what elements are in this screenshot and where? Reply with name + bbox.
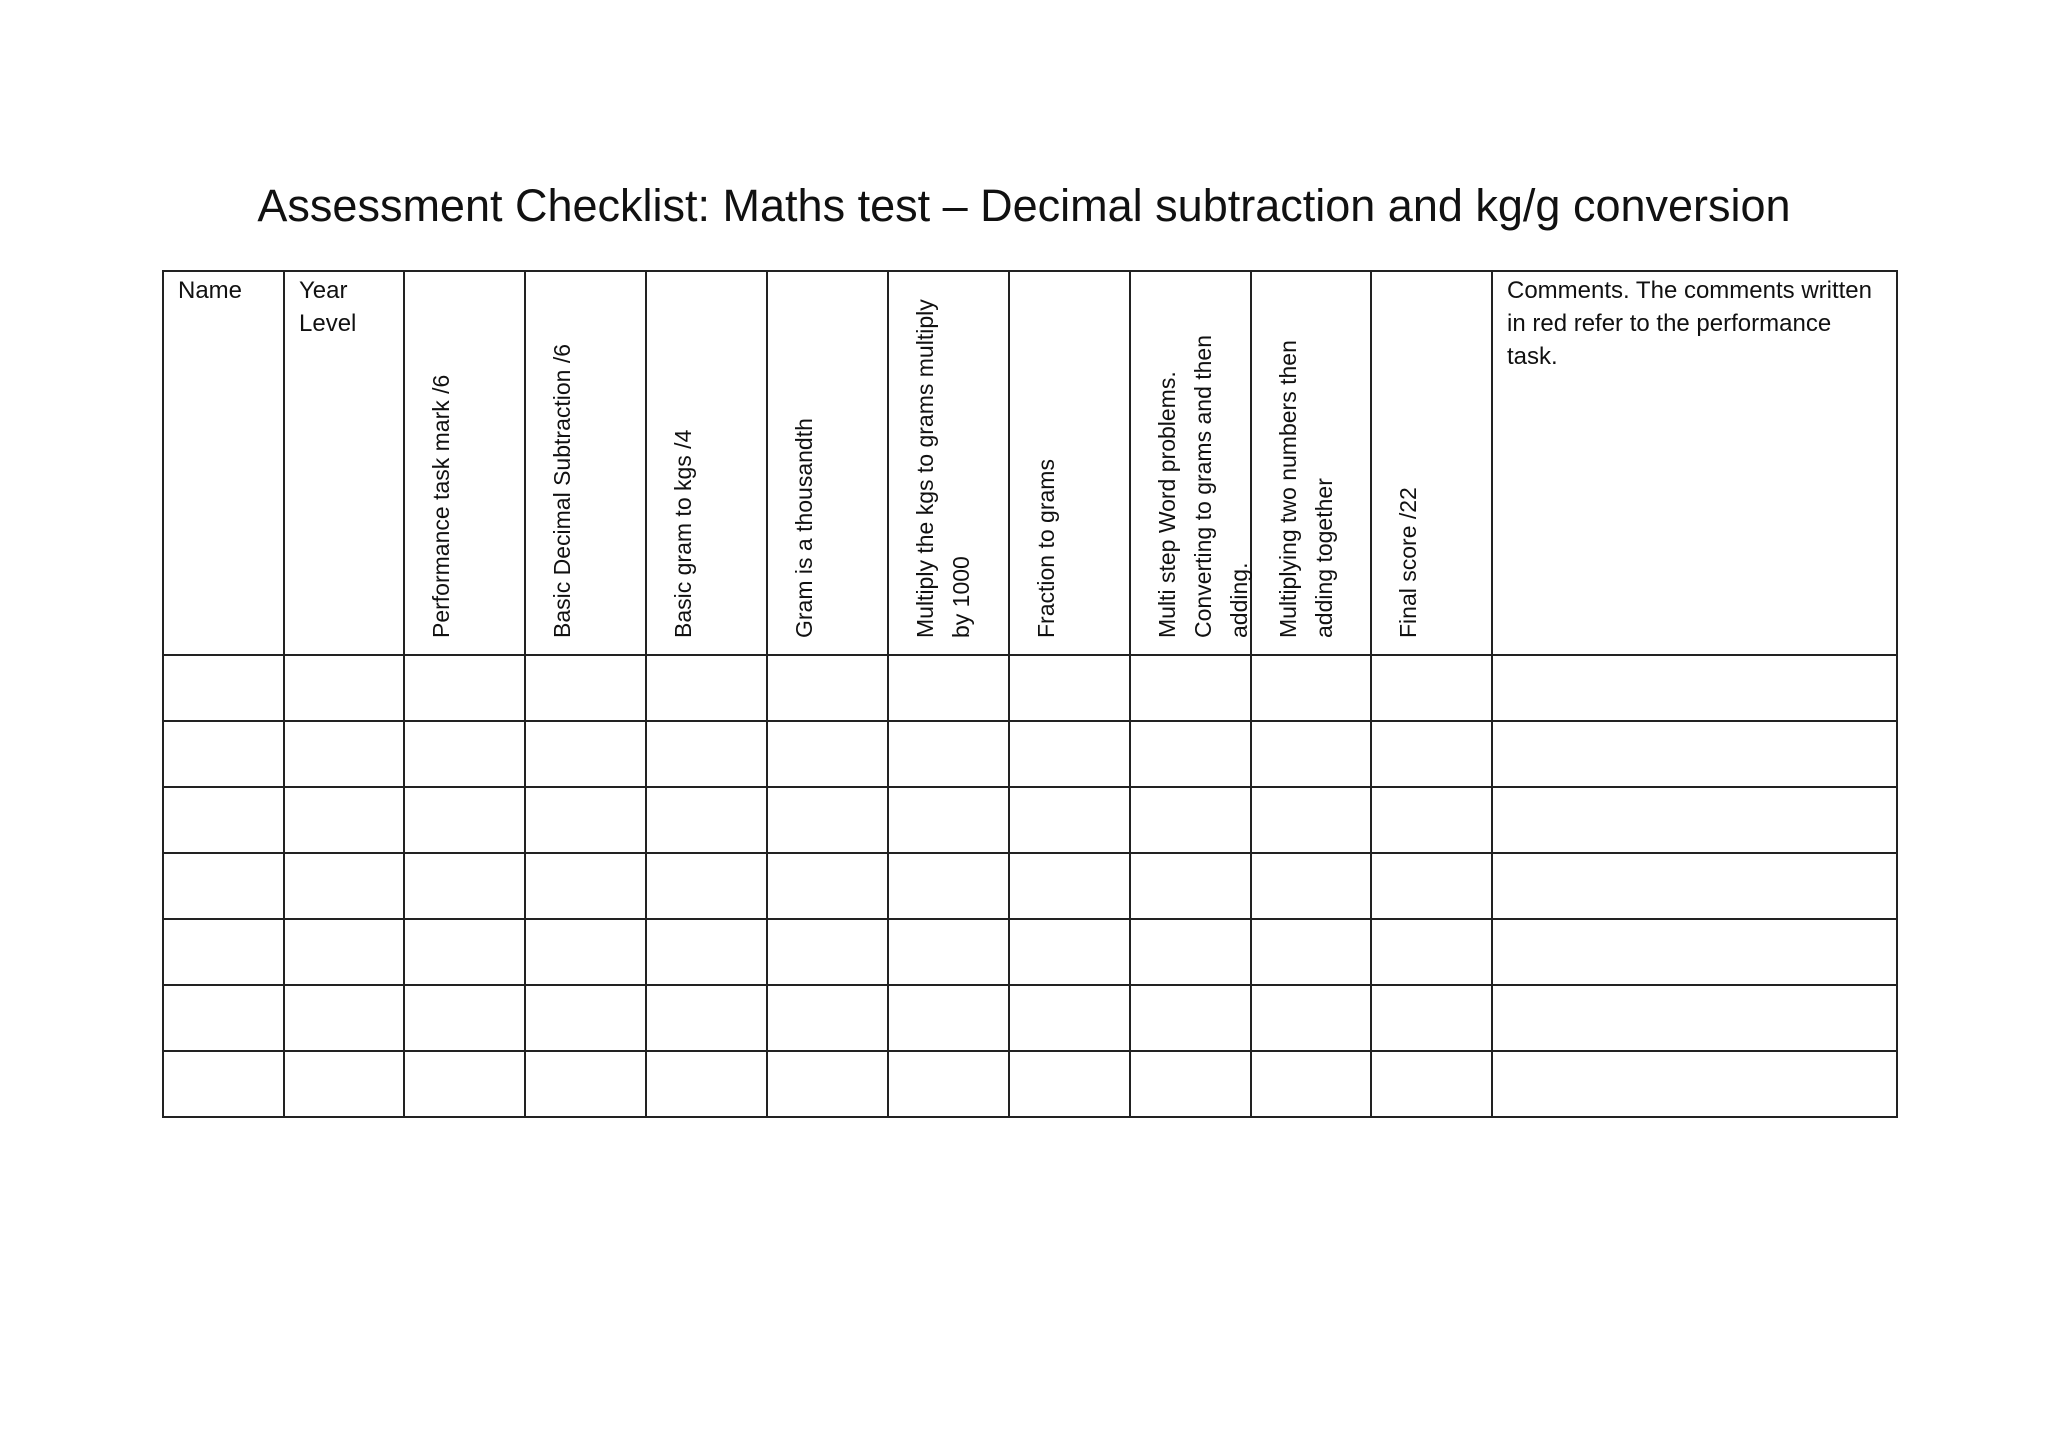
- table-cell[interactable]: [404, 985, 525, 1051]
- table-cell[interactable]: [888, 919, 1009, 985]
- table-row: [163, 787, 1897, 853]
- table-cell[interactable]: [1130, 919, 1251, 985]
- header-basic-decimal-subtraction-label: Basic Decimal Subtraction /6: [549, 343, 575, 638]
- table-cell[interactable]: [888, 787, 1009, 853]
- header-final-score: [1371, 271, 1492, 655]
- table-cell[interactable]: [1371, 919, 1492, 985]
- table-cell[interactable]: [163, 721, 284, 787]
- table-cell[interactable]: [404, 655, 525, 721]
- table-cell[interactable]: [1371, 1051, 1492, 1117]
- table-cell[interactable]: [525, 985, 646, 1051]
- table-cell[interactable]: [1371, 853, 1492, 919]
- table-cell[interactable]: [284, 919, 404, 985]
- table-cell[interactable]: [888, 1051, 1009, 1117]
- header-fraction-to-grams-label: Fraction to grams: [1033, 459, 1059, 638]
- table-cell[interactable]: [1492, 853, 1897, 919]
- table-cell[interactable]: [525, 721, 646, 787]
- table-cell[interactable]: [1492, 721, 1897, 787]
- table-cell[interactable]: [1371, 985, 1492, 1051]
- header-performance-task-label: Performance task mark /6: [428, 374, 454, 638]
- table-cell[interactable]: [1130, 787, 1251, 853]
- table-cell[interactable]: [525, 919, 646, 985]
- header-basic-decimal-subtraction: [525, 271, 646, 655]
- table-cell[interactable]: [888, 655, 1009, 721]
- table-row: [163, 985, 1897, 1051]
- header-row: [163, 271, 1897, 655]
- table-cell[interactable]: [1130, 721, 1251, 787]
- header-multiply-kgs-label: Multiply the kgs to grams multiply by 1000: [912, 299, 974, 638]
- header-gram-thousandth-label: Gram is a thousandth: [791, 418, 817, 638]
- table-cell[interactable]: [646, 985, 767, 1051]
- table-cell[interactable]: [1371, 721, 1492, 787]
- table-cell[interactable]: [1130, 655, 1251, 721]
- table-cell[interactable]: [767, 1051, 888, 1117]
- table-cell[interactable]: [284, 1051, 404, 1117]
- header-year-level: Year Level: [284, 271, 404, 655]
- header-basic-gram-to-kgs-label: Basic gram to kgs /4: [670, 429, 696, 638]
- table-cell[interactable]: [1130, 1051, 1251, 1117]
- table-cell[interactable]: [404, 853, 525, 919]
- table-cell[interactable]: [163, 919, 284, 985]
- table-cell[interactable]: [163, 985, 284, 1051]
- table-cell[interactable]: [767, 919, 888, 985]
- table-cell[interactable]: [525, 853, 646, 919]
- table-body: [163, 655, 1897, 1117]
- table-cell[interactable]: [767, 985, 888, 1051]
- table-cell[interactable]: [284, 985, 404, 1051]
- table-cell[interactable]: [1009, 1051, 1130, 1117]
- table-cell[interactable]: [646, 655, 767, 721]
- table-cell[interactable]: [284, 721, 404, 787]
- table-row: [163, 919, 1897, 985]
- table-cell[interactable]: [525, 655, 646, 721]
- header-basic-gram-to-kgs: [646, 271, 767, 655]
- header-multiplying-two: [1251, 271, 1371, 655]
- table-cell[interactable]: [767, 721, 888, 787]
- header-gram-thousandth: [767, 271, 888, 655]
- table-cell[interactable]: [163, 655, 284, 721]
- table-cell[interactable]: [1130, 985, 1251, 1051]
- header-multiplying-two-label: Multiplying two numbers then adding together: [1275, 340, 1337, 638]
- table-cell[interactable]: [646, 721, 767, 787]
- table-cell[interactable]: [404, 919, 525, 985]
- table-cell[interactable]: [646, 853, 767, 919]
- header-multiply-kgs: [888, 271, 1009, 655]
- table-cell[interactable]: [1492, 787, 1897, 853]
- table-cell[interactable]: [1009, 853, 1130, 919]
- table-cell[interactable]: [1009, 985, 1130, 1051]
- table-cell[interactable]: [1009, 919, 1130, 985]
- table-cell[interactable]: [404, 721, 525, 787]
- header-performance-task: [404, 271, 525, 655]
- table-row: [163, 853, 1897, 919]
- header-name: Name: [163, 271, 284, 655]
- table-cell[interactable]: [163, 1051, 284, 1117]
- header-comments: Comments. The comments written in red refer to the performance task.: [1492, 271, 1897, 655]
- table-cell[interactable]: [767, 853, 888, 919]
- table-cell[interactable]: [1371, 655, 1492, 721]
- table-cell[interactable]: [1492, 1051, 1897, 1117]
- table-row: [163, 655, 1897, 721]
- table-cell[interactable]: [284, 787, 404, 853]
- table-cell[interactable]: [1492, 655, 1897, 721]
- table-cell[interactable]: [525, 787, 646, 853]
- table-cell[interactable]: [1251, 655, 1371, 721]
- table-cell[interactable]: [525, 1051, 646, 1117]
- table-cell[interactable]: [1130, 853, 1251, 919]
- assessment-checklist-table: [162, 270, 1898, 1118]
- table-cell[interactable]: [646, 919, 767, 985]
- header-final-score-label: Final score /22: [1395, 487, 1421, 638]
- table-cell[interactable]: [1371, 787, 1492, 853]
- table-cell[interactable]: [163, 787, 284, 853]
- table-cell[interactable]: [1251, 1051, 1371, 1117]
- table-cell[interactable]: [284, 655, 404, 721]
- table-cell[interactable]: [767, 787, 888, 853]
- table-cell[interactable]: [888, 985, 1009, 1051]
- table-cell[interactable]: [1251, 853, 1371, 919]
- table-cell[interactable]: [163, 853, 284, 919]
- table-row: [163, 1051, 1897, 1117]
- page-title: Assessment Checklist: Maths test – Decimal subtraction and kg/g conversion: [257, 180, 1791, 231]
- table-cell[interactable]: [767, 655, 888, 721]
- header-fraction-to-grams: [1009, 271, 1130, 655]
- table-cell[interactable]: [1009, 787, 1130, 853]
- table-cell[interactable]: [1009, 721, 1130, 787]
- table-cell[interactable]: [284, 853, 404, 919]
- table-cell[interactable]: [1251, 919, 1371, 985]
- table-cell[interactable]: [1251, 787, 1371, 853]
- table-cell[interactable]: [1492, 919, 1897, 985]
- table-row: [163, 721, 1897, 787]
- table-cell[interactable]: [1492, 985, 1897, 1051]
- table-cell[interactable]: [404, 1051, 525, 1117]
- table-cell[interactable]: [404, 787, 525, 853]
- header-multi-step: [1130, 271, 1251, 655]
- table-cell[interactable]: [646, 787, 767, 853]
- table-cell[interactable]: [1251, 721, 1371, 787]
- header-multi-step-label: Multi step Word problems. Converting to grams and then adding.: [1154, 334, 1252, 638]
- table-cell[interactable]: [888, 721, 1009, 787]
- table-cell[interactable]: [888, 853, 1009, 919]
- table-cell[interactable]: [1009, 655, 1130, 721]
- table-cell[interactable]: [1251, 985, 1371, 1051]
- table-cell[interactable]: [646, 1051, 767, 1117]
